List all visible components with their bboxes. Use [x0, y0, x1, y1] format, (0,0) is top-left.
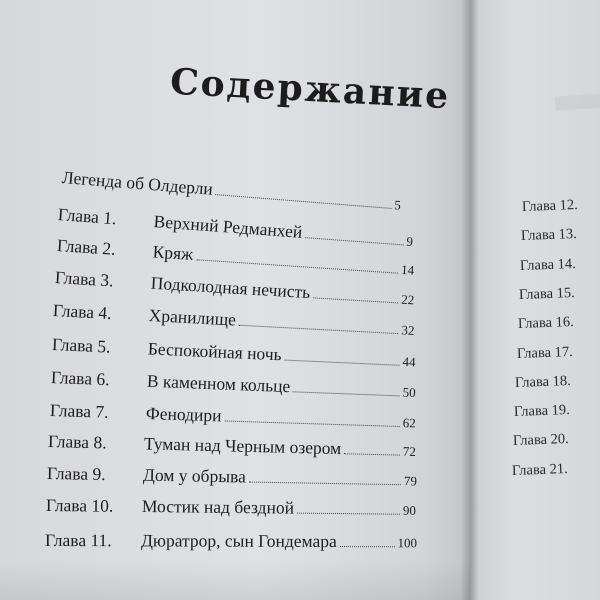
chapter-title: Туман над Черным озером [143, 433, 342, 459]
chapter-title: Беспокойная ночь [147, 338, 283, 365]
page-number: 5 [393, 197, 402, 213]
chapter-title: Верхний Редманхей [153, 211, 303, 242]
chapter-number: Глава 5. [51, 334, 112, 357]
chapter-title: Легенда об Олдерли [61, 167, 214, 199]
page-number: 62 [402, 415, 417, 431]
right-chapter-label: Глава 20. [512, 431, 570, 450]
toc-entry [46, 492, 416, 522]
page-number: 90 [402, 502, 417, 518]
right-chapter-label: Глава 16. [517, 314, 574, 333]
chapter-number: Глава 11. [44, 530, 112, 551]
page-number: 72 [402, 443, 417, 459]
chapter-number: Глава 10. [45, 495, 114, 516]
chapter-title: Хранилище [148, 305, 237, 330]
chapter-title: Подколодная нечисть [150, 272, 311, 303]
dot-leader [313, 296, 398, 303]
dot-leader [293, 390, 400, 396]
chapter-number: Глава 3. [54, 267, 115, 291]
dot-leader [239, 324, 399, 334]
dot-leader [305, 236, 403, 245]
page-shadow [0, 560, 470, 600]
right-chapter-label: Глава 12. [521, 197, 579, 215]
chapter-title: Фенодири [145, 403, 222, 426]
dot-leader [284, 359, 399, 366]
chapter-number: Глава 2. [56, 235, 117, 259]
page-number: 32 [401, 322, 415, 338]
chapter-number: Глава 4. [52, 300, 113, 324]
right-chapter-label: Глава 19. [514, 402, 571, 421]
dot-leader [340, 545, 395, 547]
right-chapter-label: Глава 17. [516, 343, 573, 362]
page-number: 22 [400, 291, 415, 308]
chapter-number: Глава 9. [46, 463, 106, 485]
dot-leader [249, 481, 401, 486]
right-chapter-label: Глава 21. [511, 460, 569, 479]
chapter-title: Дюратрор, сын Гондемара [140, 530, 337, 552]
toc-entry [45, 527, 417, 554]
page-number: 100 [397, 535, 418, 551]
right-chapter-label: Глава 13. [520, 226, 577, 245]
book-spine [462, 0, 478, 600]
right-chapter-label: Глава 15. [518, 284, 575, 303]
chapter-number: Глава 7. [49, 400, 109, 422]
page-number: 14 [400, 261, 415, 278]
right-chapter-label: Глава 14. [519, 255, 576, 274]
chapter-number: Глава 8. [47, 431, 107, 453]
page-number: 9 [405, 233, 414, 250]
dot-leader [224, 419, 399, 427]
chapter-number: Глава 1. [57, 204, 118, 229]
chapter-title: Кряж [152, 241, 194, 265]
dot-leader [297, 512, 400, 515]
chapter-number: Глава 6. [50, 367, 110, 390]
right-chapter-label: Глава 18. [515, 372, 572, 391]
page-number: 79 [403, 473, 418, 489]
page-number: 44 [402, 353, 416, 370]
chapter-title: Мостик над бездной [141, 496, 295, 518]
dot-leader [344, 452, 400, 455]
page-title: Содержание [169, 60, 452, 118]
page-number: 50 [402, 384, 416, 401]
chapter-title: В каменном кольце [146, 370, 291, 397]
chapter-title: Дом у обрыва [142, 464, 247, 487]
faded-heading [555, 93, 600, 110]
